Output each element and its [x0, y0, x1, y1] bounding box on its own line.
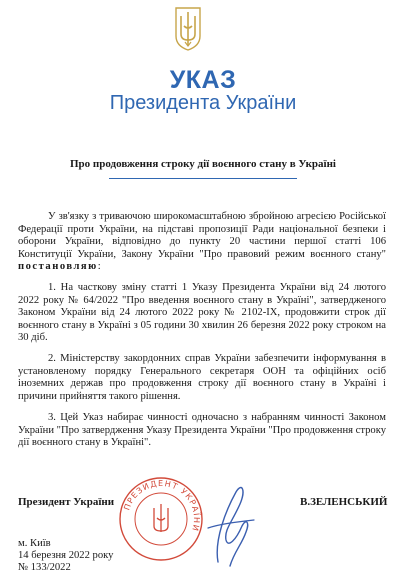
- issue-date: 14 березня 2022 року: [18, 550, 114, 561]
- signatory-position: Президент України: [18, 496, 115, 508]
- clause-1-paragraph: 1. На часткову зміну статті 1 Указу Президента України від 24 лютого 2022 року № 64/2022 "Про введення воєнного стану в Україні", затвердженого Законом України від 24 лютого 2022 року № 2102-IX, продовжити строк дії воєнного стану в Україні з 05 години 30 хвилин 26 березня 2022 року строком на 30 діб.: [18, 282, 386, 344]
- preamble-keyword: постановляю: [18, 261, 98, 273]
- svg-text:ПРЕЗИДЕНТ УКРАЇНИ: ПРЕЗИДЕНТ УКРАЇНИ: [122, 478, 202, 533]
- preamble-end: :: [97, 261, 101, 273]
- presidential-seal-icon: [118, 476, 204, 562]
- signatory-name: В.ЗЕЛЕНСЬКИЙ: [300, 496, 388, 508]
- decree-number: № 133/2022: [18, 562, 71, 573]
- decree-title: УКАЗ: [169, 66, 237, 94]
- trident-emblem-icon: [174, 6, 202, 52]
- handwritten-signature-icon: [196, 470, 266, 570]
- preamble-text: У зв'язку з триваючою широкомасштабною збройною агресією Російської Федерації проти України, на підставі пропозиції Ради національної безпеки і оборони України, відповідно до пункту 20 частини першої статті 106 Конституції України, Закону України "Про правовий режим воєнного стану": [18, 211, 386, 260]
- clause-2-paragraph: 2. Міністерству закордонних справ України забезпечити інформування в установленому порядку Генерального секретаря ООН та офіційних осіб іноземних держав про продовження строку дії воєнного стану в Україні і причини прийняття такого рішення.: [18, 353, 386, 402]
- decree-subject: Про продовження строку дії воєнного стану в Україні: [69, 158, 336, 170]
- subject-divider: [109, 178, 297, 179]
- clause-3-paragraph: 3. Цей Указ набирає чинності одночасно з набранням чинності Законом України "Про затвердження Указу Президента України "Про продовження строку дії воєнного стану в Україні".: [18, 412, 386, 449]
- preamble-paragraph: [18, 211, 386, 274]
- decree-subtitle: Президента України: [109, 92, 297, 114]
- issue-city: м. Київ: [18, 538, 51, 549]
